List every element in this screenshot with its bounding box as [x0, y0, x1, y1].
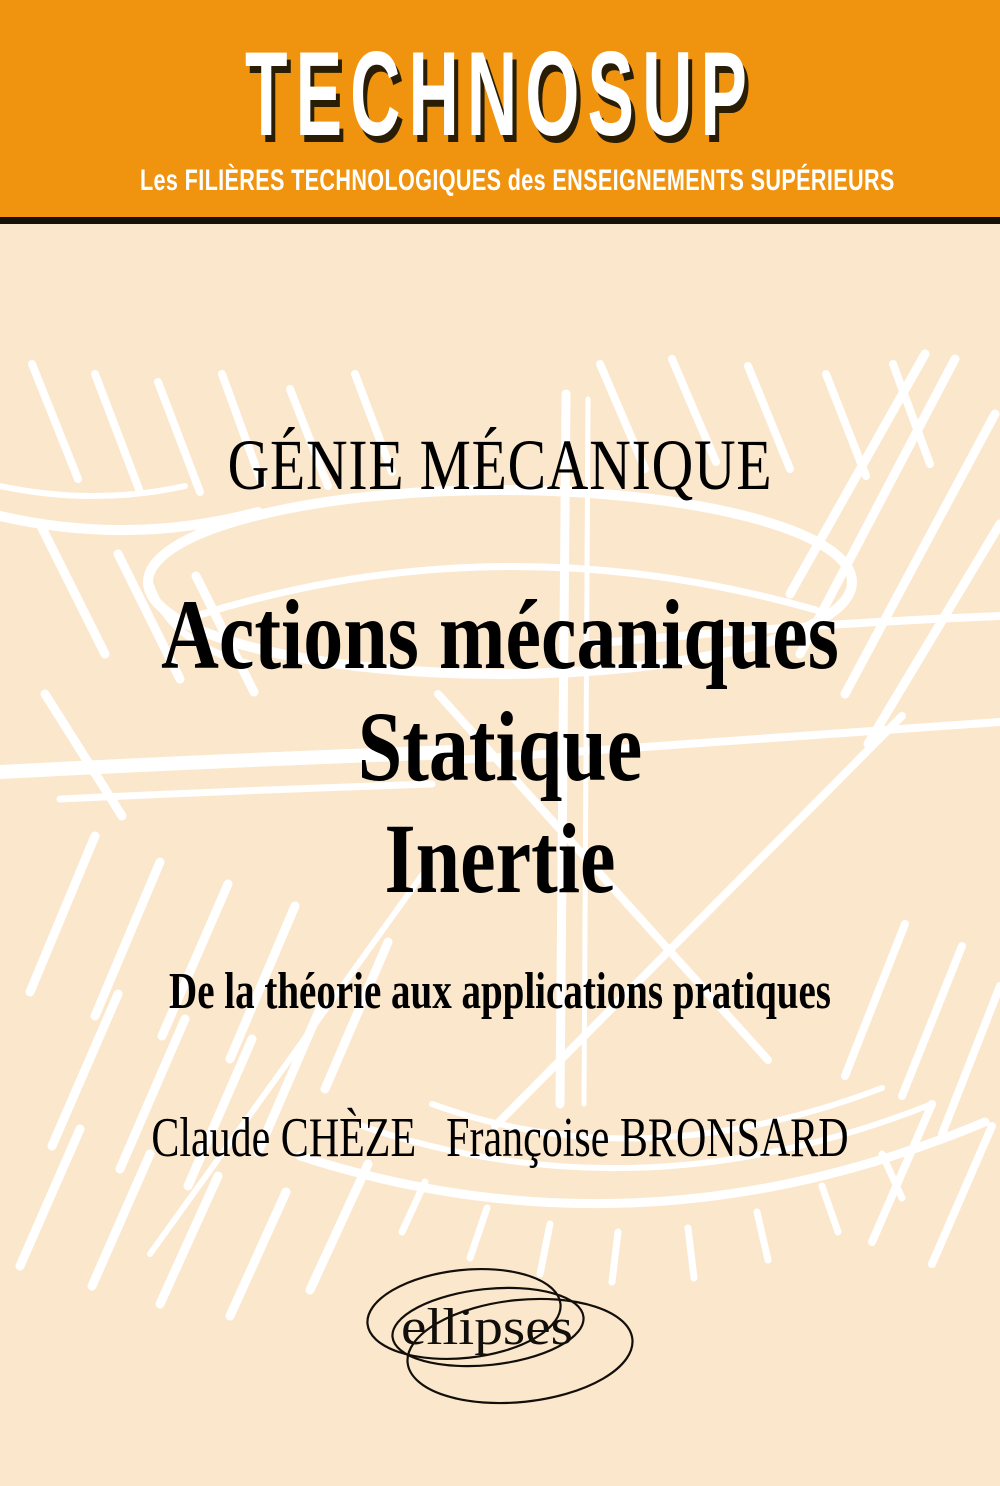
series-title: TECHNOSUP — [244, 27, 756, 161]
author-1: Claude CHÈZE — [151, 1107, 417, 1169]
authors-row — [125, 1108, 875, 1168]
book-title — [100, 579, 900, 915]
book-title-line-1: Actions mécaniques — [161, 579, 839, 690]
divider-rule — [0, 217, 1000, 224]
book-title-line-3: Inertie — [384, 803, 616, 914]
author-2: Françoise BRONSARD — [446, 1107, 849, 1169]
publisher-name: ellipses — [401, 1299, 573, 1356]
publisher-logo — [350, 1256, 650, 1416]
book-title-line-2: Statique — [357, 691, 643, 802]
series-subtitle: Les FILIÈRES TECHNOLOGIQUES des ENSEIGNEMENTS SUPÉRIEURS — [140, 164, 895, 197]
series-banner — [0, 0, 1000, 217]
category-title: GÉNIE MÉCANIQUE — [227, 425, 773, 505]
book-subtitle: De la théorie aux applications pratiques — [169, 963, 831, 1020]
cover-body — [0, 224, 1000, 1486]
